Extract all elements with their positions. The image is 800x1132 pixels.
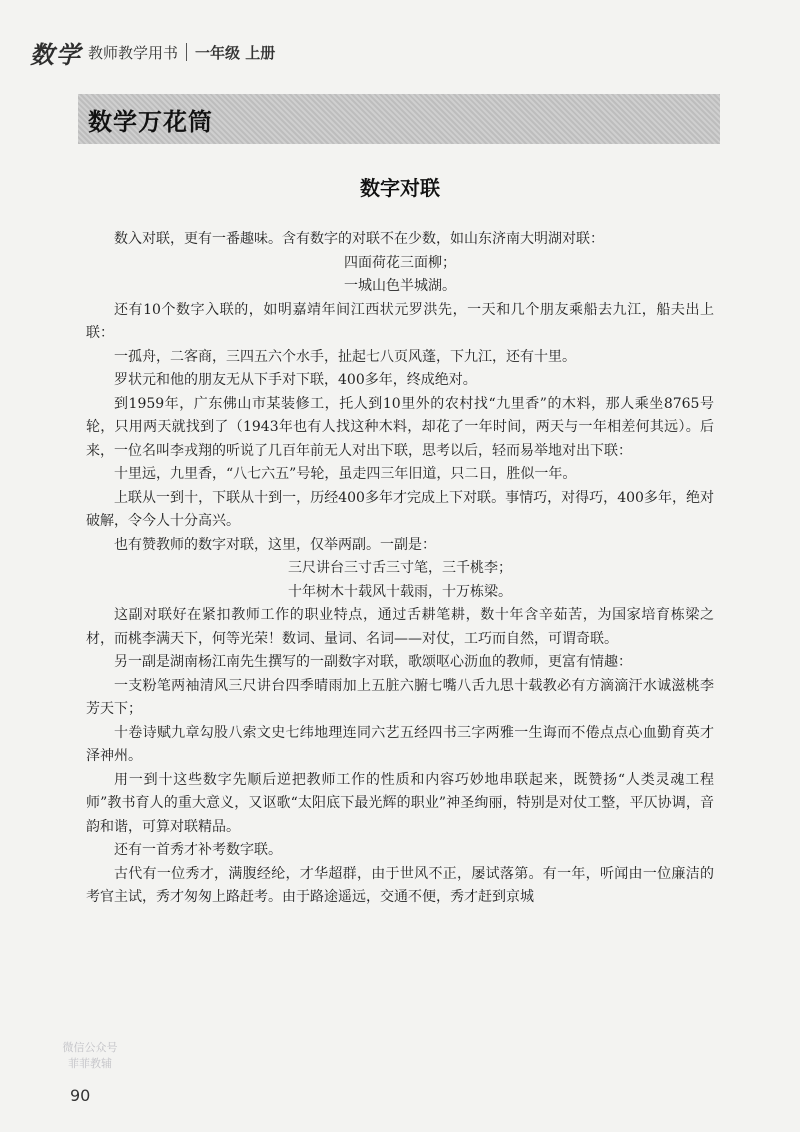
watermark [40, 1040, 140, 1072]
paragraph: 一支粉笔两袖清风三尺讲台四季晴雨加上五脏六腑七嘴八舌九思十载教必有方滴滴汗水诚滋桃李芳天下； [86, 677, 714, 717]
paragraph: 古代有一位秀才，满腹经纶，才华超群，由于世风不正，屡试落第。有一年，听闻由一位廉洁的考官主试，秀才匆匆上路赶考。由于路途遥远，交通不便，秀才赶到京城 [86, 865, 714, 905]
paragraph: 十卷诗赋九章勾股八索文史七纬地理连同六艺五经四书三字两雅一生诲而不倦点点心血勤育英才泽神州。 [86, 724, 714, 764]
header-divider [186, 43, 187, 61]
paragraph: 罗状元和他的朋友无从下手对下联，400多年，终成绝对。 [114, 372, 477, 388]
page-number: 90 [70, 1086, 91, 1105]
paragraph: 也有赞教师的数字对联，这里，仅举两副。一副是： [114, 536, 436, 553]
grade-label: 一年级 上册 [195, 43, 276, 62]
article-body [86, 228, 714, 910]
paragraph: 另一副是湖南杨江南先生撰写的一副数字对联，歌颂呕心沥血的教师，更富有情趣： [114, 654, 632, 670]
paragraph: 十里远，九里香，“八七六五”号轮，虽走四三年旧道，只二日，胜似一年。 [114, 466, 577, 482]
couplet-line: 一城山色半城湖。 [344, 278, 456, 294]
paragraph: 数入对联，更有一番趣味。含有数字的对联不在少数，如山东济南大明湖对联： [114, 231, 604, 247]
book-logo: 数学 [30, 40, 82, 69]
paragraph: 还有10个数字入联的，如明嘉靖年间江西状元罗洪先，一天和几个朋友乘船去九江，船夫出上联： [86, 301, 714, 341]
couplet-line: 十年树木十载风十载雨，十万栋梁。 [288, 583, 512, 600]
couplet-line: 三尺讲台三寸舌三寸笔，三千桃李； [288, 560, 512, 576]
section-title: 数学万花筒 [88, 107, 213, 136]
book-title: 教师教学用书 [88, 43, 179, 62]
paragraph: 到1959年，广东佛山市某装修工，托人到10里外的农村找“九里香”的木料，那人乘坐8765号轮，只用两天就找到了（1943年也有人找这种木料，却花了一年时间，两天与一年相差何其远）。后来，一位名叫李戎翔的听说了几百年前无人对出下联，思考以后，轻而易举地对出下联： [86, 395, 714, 459]
watermark-line: 菲菲教辅 [68, 1057, 112, 1070]
paragraph: 还有一首秀才补考数字联。 [114, 842, 282, 858]
article-title: 数字对联 [360, 176, 440, 200]
paragraph: 用一到十这些数字先顺后逆把教师工作的性质和内容巧妙地串联起来，既赞扬“人类灵魂工程师”教书育人的重大意义，又讴歌“太阳底下最光辉的职业”神圣绚丽，特别是对仗工整，平仄协调，音韵和谐，可算对联精品。 [86, 771, 714, 835]
paragraph: 上联从一到十，下联从十到一，历经400多年才完成上下对联。事情巧，对得巧，400多年，绝对破解，令今人十分高兴。 [86, 489, 714, 529]
paragraph: 这副对联好在紧扣教师工作的职业特点，通过舌耕笔耕，数十年含辛茹苦，为国家培育栋梁之材，而桃李满天下，何等光荣！数词、量词、名词——对仗，工巧而自然，可谓奇联。 [86, 607, 714, 647]
watermark-line: 微信公众号 [62, 1041, 118, 1054]
paragraph: 一孤舟，二客商，三四五六个水手，扯起七八页风蓬，下九江，还有十里。 [114, 348, 576, 365]
section-banner [78, 94, 720, 144]
couplet-line: 四面荷花三面柳； [344, 254, 456, 271]
page-header [30, 34, 275, 70]
